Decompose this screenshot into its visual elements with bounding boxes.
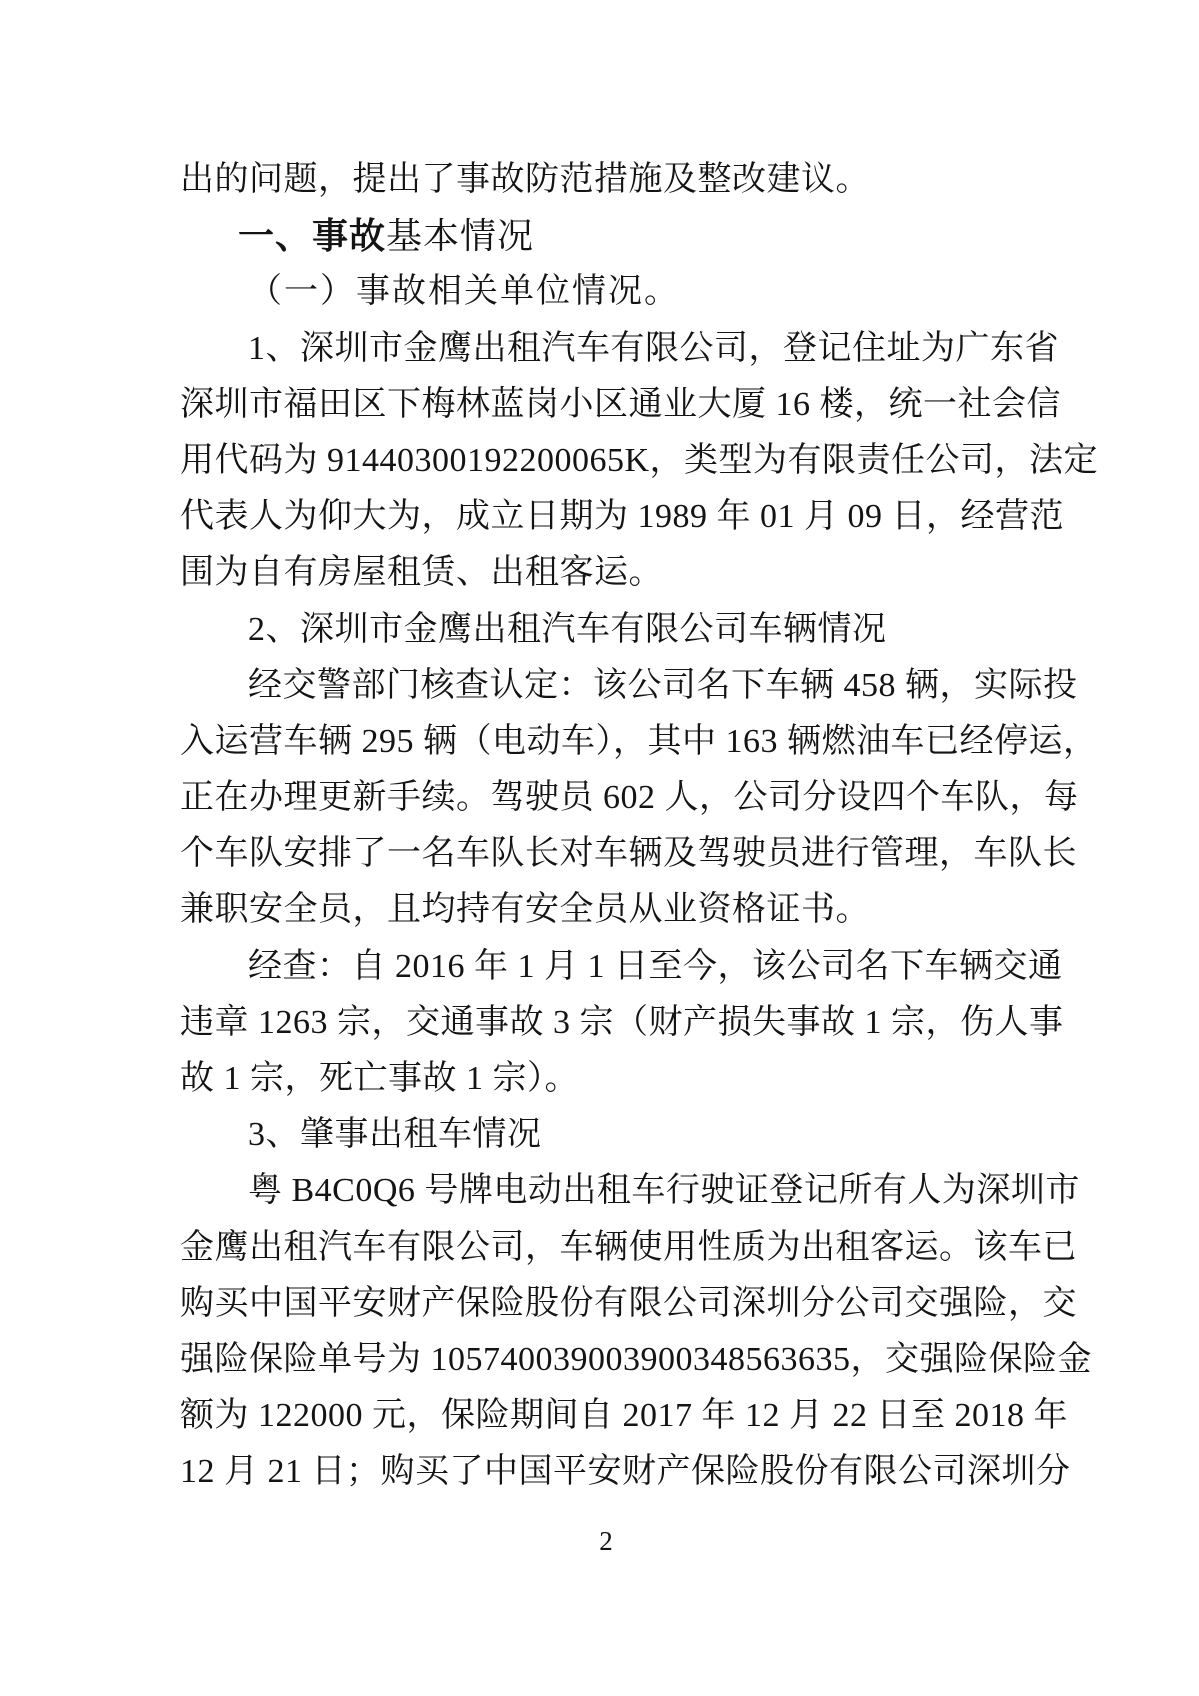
body-line: 强险保险单号为 105740039003900348563635，交强险保险金: [180, 1340, 1092, 1378]
body-line: 金鹰出租汽车有限公司，车辆使用性质为出租客运。该车已: [180, 1228, 1077, 1266]
page-number: 2: [599, 1526, 613, 1556]
body-line: 经查：自 2016 年 1 月 1 日至今，该公司名下车辆交通: [248, 947, 1063, 985]
body-line: 粤 B4C0Q6 号牌电动出租车行驶证登记所有人为深圳市: [248, 1172, 1080, 1210]
body-line: 故 1 宗，死亡事故 1 宗）。: [180, 1060, 579, 1097]
item-heading: 3、肇事出租车情况: [248, 1116, 542, 1154]
body-line: 正在办理更新手续。驾驶员 602 人，公司分设四个车队，每: [180, 779, 1079, 817]
body-line: 额为 122000 元，保险期间自 2017 年 12 月 22 日至 2018 年: [180, 1397, 1068, 1435]
body-line: 围为自有房屋租赁、出租客运。: [180, 554, 663, 592]
section-heading-regular-part: 基本情况: [386, 215, 535, 257]
body-line: 用代码为 91440300192200065K，类型为有限责任公司，法定: [180, 441, 1099, 479]
document-body: [180, 152, 1099, 1501]
body-line: 购买中国平安财产保险股份有限公司深圳分公司交强险，交: [180, 1284, 1077, 1322]
body-line: 深圳市福田区下梅林蓝岗小区通业大厦 16 楼，统一社会信: [180, 385, 1061, 423]
body-line: 入运营车辆 295 辆（电动车），其中 163 辆燃油车已经停运，: [180, 722, 1098, 760]
body-line: 个车队安排了一名车队长对车辆及驾驶员进行管理，车队长: [180, 835, 1077, 873]
body-line: 兼职安全员，且均持有安全员从业资格证书。: [180, 891, 870, 929]
item-heading: 2、深圳市金鹰出租汽车有限公司车辆情况: [248, 610, 887, 648]
section-heading-bold-part: 一、事故: [238, 215, 387, 257]
paragraph-continuation-line: 出的问题，提出了事故防范措施及整改建议。: [180, 161, 870, 198]
body-line: 1、深圳市金鹰出租汽车有限公司，登记住址为广东省: [248, 329, 1059, 367]
section-heading: [180, 208, 1032, 264]
subsection-heading: （一）事故相关单位情况。: [248, 273, 680, 311]
body-line: 经交警部门核查认定：该公司名下车辆 458 辆，实际投: [248, 666, 1078, 704]
body-line: 12 月 21 日；购买了中国平安财产保险股份有限公司深圳分: [180, 1453, 1071, 1491]
body-line: 违章 1263 宗，交通事故 3 宗（财产损失事故 1 宗，伤人事: [180, 1003, 1064, 1041]
body-line: 代表人为仰大为，成立日期为 1989 年 01 月 09 日，经营范: [180, 498, 1064, 536]
